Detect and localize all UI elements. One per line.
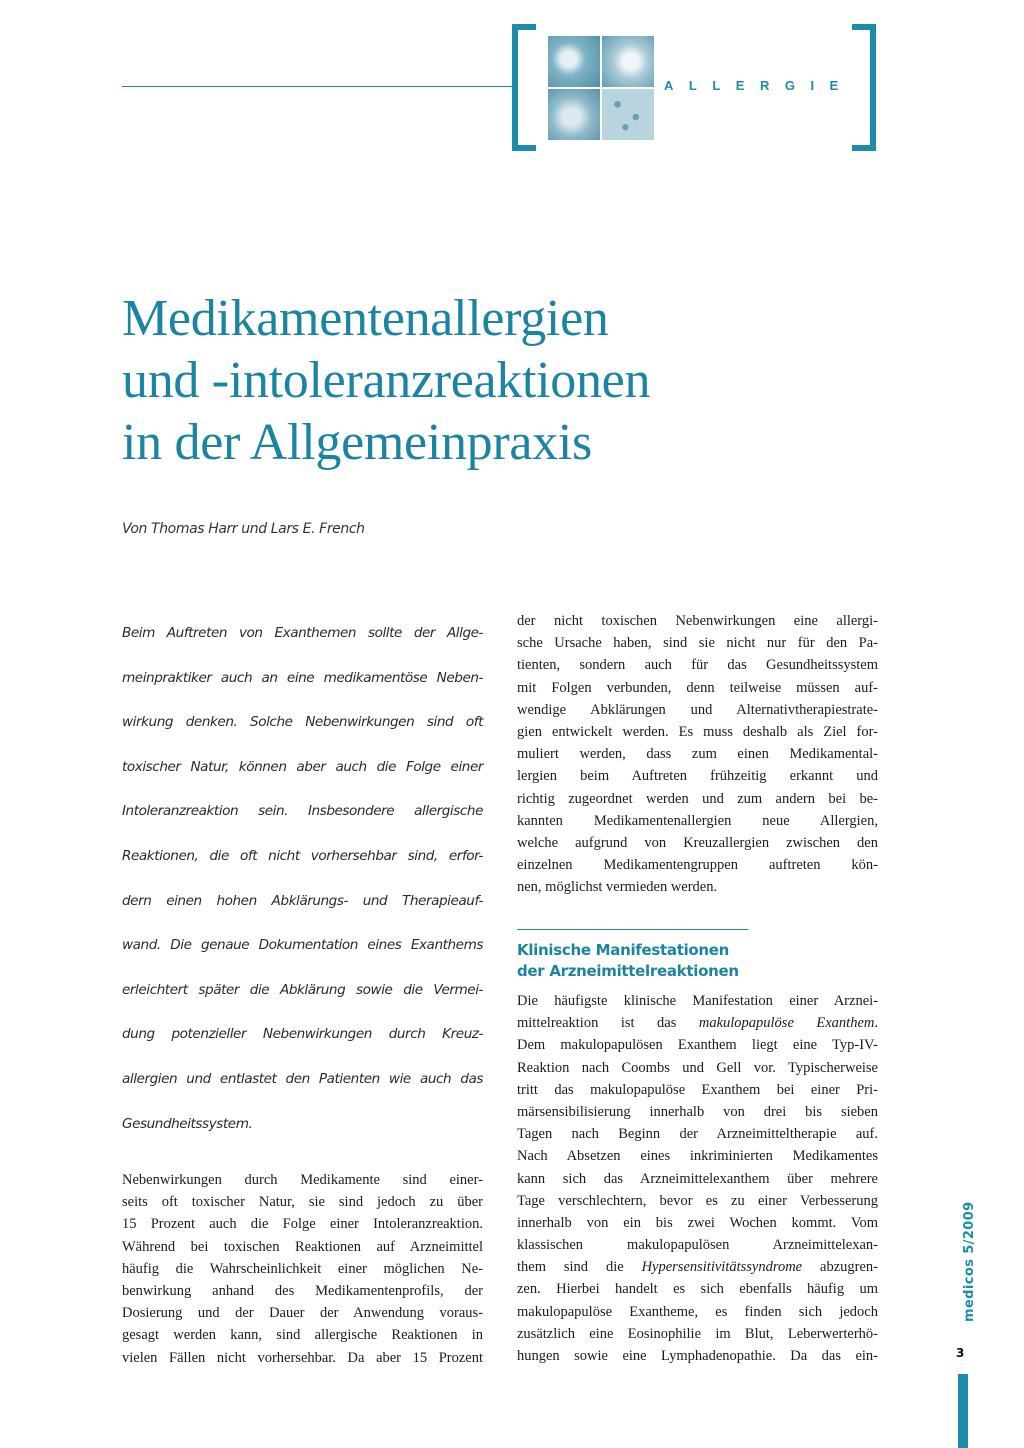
lead-line: wand. Die genaue Dokumentation eines Exanthems (122, 937, 483, 954)
lead-line: meinpraktiker auch an eine medikamentöse Neben- (122, 669, 483, 686)
page-number: 3 (956, 1346, 965, 1360)
body-line: sche Ursache haben, sind sie nicht nur für den Pa- (517, 635, 878, 652)
body-line: wendige Abklärungen und Alternativtherapiestrate- (517, 701, 878, 718)
body-line: Nach Absetzen eines inkriminierten Medikamentes (517, 1148, 878, 1165)
body-line: richtig zugeordnet werden und zum andern bei be- (517, 790, 878, 807)
body-line: seits oft toxischer Natur, sie sind jedoch zu über (122, 1194, 483, 1211)
body-line: lergien beim Auftreten frühzeitig erkannt und (517, 768, 878, 785)
allergy-photo-1-icon (548, 36, 600, 87)
body-line: Tage verschlechtern, bevor es zu einer Verbesserung (517, 1192, 878, 1209)
body-line: einzelnen Medikamentengruppen auftreten kön- (517, 857, 878, 874)
side-accent-bar (958, 1374, 968, 1448)
emphasis-term: Hypersensitivitätssyndrome (641, 1259, 803, 1276)
header-rule (122, 86, 514, 87)
body-line: vielen Fällen nicht vorhersehbar. Da aber 15 Prozent (122, 1349, 483, 1366)
right-bracket (852, 24, 876, 151)
body-line: Dosierung und der Dauer der Anwendung voraus- (122, 1305, 483, 1322)
body-line: hungen sowie eine Lymphadenopathie. Da das ein- (517, 1348, 878, 1364)
body-line: benwirkung anhand des Medikamentenprofils, der (122, 1282, 483, 1299)
body-line: Während bei toxischen Reaktionen auf Arzneimittel (122, 1238, 483, 1255)
lead-line: wirkung denken. Solche Nebenwirkungen sind oft (122, 714, 483, 731)
body-line: innerhalb von ein bis zwei Wochen kommt. Vom (517, 1214, 878, 1231)
allergy-photo-3-icon (548, 89, 600, 140)
allergy-photo-2-icon (602, 36, 654, 87)
body-column-right-section2 (517, 990, 878, 1367)
body-line: Die häufigste klinische Manifestation einer Arznei- (517, 993, 878, 1009)
byline: Von Thomas Harr und Lars E. French (122, 521, 365, 537)
journal-issue: medicos 5/2009 (962, 1201, 977, 1322)
body-line: Tagen nach Beginn der Arzneimitteltherapie auf. (517, 1126, 878, 1143)
body-line: der nicht toxischen Nebenwirkungen eine allergi- (517, 613, 878, 629)
title-line: in der Allgemeinpraxis (122, 414, 592, 471)
body-line: zusätzlich eine Eosinophilie im Blut, Leberwerterhö- (517, 1325, 878, 1342)
body-column-left (122, 1169, 483, 1369)
section-label: ALLERGIE (664, 78, 854, 93)
lead-line: Gesundheitssystem. (122, 1115, 253, 1132)
body-text: mittelreaktion ist das (517, 1015, 699, 1032)
body-line: kannten Medikamentenallergien neue Allergien, (517, 812, 878, 829)
body-line (517, 1256, 878, 1278)
body-line: kann sich das Arzneimittelexanthem über mehrere (517, 1170, 878, 1187)
subheading-rule (517, 929, 748, 930)
emphasis-term: makulopapulöse Exanthem (698, 1015, 875, 1032)
body-line: häufig die Wahrscheinlichkeit einer möglichen Ne- (122, 1260, 483, 1277)
body-text: abzugren- (802, 1259, 878, 1276)
body-column-right (517, 610, 878, 898)
left-bracket (512, 24, 536, 151)
allergy-photo-4-icon (602, 89, 654, 140)
lead-line: dern einen hohen Abklärungs- und Therapieauf- (122, 892, 483, 909)
body-line: tritt das makulopapulöse Exanthem bei einer Pri- (517, 1081, 878, 1098)
lead-line: Reaktionen, die oft nicht vorhersehbar sind, erfor- (122, 847, 483, 864)
body-line: 15 Prozent auch die Folge einer Intoleranzreaktion. (122, 1216, 483, 1233)
body-line: tienten, sondern auch für das Gesundheitssystem (517, 657, 878, 674)
subheading-line: Klinische Manifestationen (517, 941, 730, 959)
body-text: them sind die (517, 1259, 642, 1276)
subheading (517, 940, 739, 982)
body-line: welche aufgrund von Kreuzallergien zwischen den (517, 834, 878, 851)
body-line: Reaktion nach Coombs und Gell vor. Typischerweise (517, 1059, 878, 1076)
title-line: und -intoleranzreaktionen (122, 352, 651, 409)
body-line: Dem makulopapulösen Exanthem liegt eine Typ-IV- (517, 1037, 878, 1054)
lead-line: dung potenzieller Nebenwirkungen durch Kreuz- (122, 1026, 483, 1043)
body-text: . (874, 1015, 878, 1032)
header-photo-collage (548, 36, 654, 140)
body-line: Nebenwirkungen durch Medikamente sind einer- (122, 1172, 483, 1188)
body-line: muliert werden, dass zum einen Medikamental- (517, 746, 878, 763)
body-line: mit Folgen verbunden, denn teilweise müssen auf- (517, 679, 878, 696)
body-line: nen, möglichst vermieden werden. (517, 879, 718, 896)
body-line (517, 1012, 878, 1034)
article-title (122, 288, 650, 474)
lead-line: erleichtert später die Abklärung sowie die Vermei- (122, 981, 483, 998)
body-line: klassischen makulopapulösen Arzneimittelexan- (517, 1237, 878, 1254)
lead-paragraph (122, 611, 483, 1146)
lead-line: allergien und entlastet den Patienten wie auch das (122, 1070, 483, 1087)
lead-line: toxischer Natur, können aber auch die Folge einer (122, 758, 483, 775)
body-line: gesagt werden kann, sind allergische Reaktionen in (122, 1327, 483, 1344)
subheading-line: der Arzneimittelreaktionen (517, 962, 739, 980)
body-line: zen. Hierbei handelt es sich ebenfalls häufig um (517, 1281, 878, 1298)
body-line: makulopapulöse Exantheme, es finden sich jedoch (517, 1303, 878, 1320)
body-line: gien entwickelt werden. Es muss deshalb als Ziel for- (517, 723, 878, 740)
lead-line: Intoleranzreaktion sein. Insbesondere allergische (122, 803, 483, 820)
body-line: märsensibilisierung innerhalb von drei bis sieben (517, 1103, 878, 1120)
title-line: Medikamentenallergien (122, 290, 609, 347)
lead-line: Beim Auftreten von Exanthemen sollte der Allge- (122, 625, 483, 641)
